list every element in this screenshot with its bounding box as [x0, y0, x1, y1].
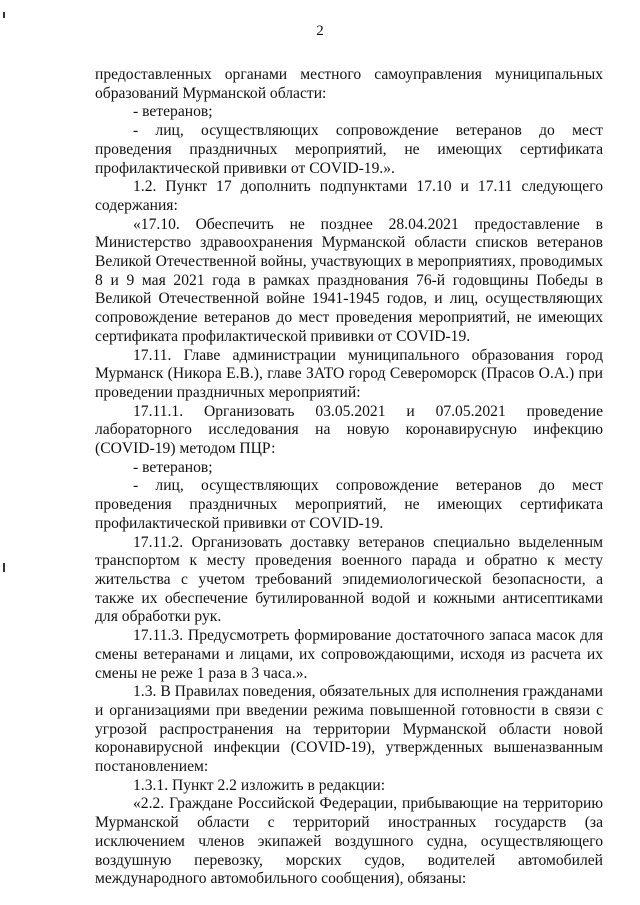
paragraph: - ветеранов; [133, 103, 213, 121]
paragraph: 17.11.1. Организовать 03.05.2021 и 07.05.2021 проведение лабораторного исследования на новую коронавирусную инфекцию (COVID-19) методом ПЦР: [95, 402, 603, 458]
scan-artifact-mark [3, 563, 5, 572]
document-body [95, 66, 603, 889]
paragraph: 1.3. В Правилах поведения, обязательных для исполнения гражданами и организациями при введении режима повышенной готовности в связи с угрозой распространения на территории Мурманской области новой коронавирусной инфекции (COVID-19), утвержденных вышеназванным постановлением: [95, 683, 603, 776]
paragraph: «2.2. Граждане Российской Федерации, прибывающие на территорию Мурманской области с территорий иностранных государств (за исключением членов экипажей воздушного судна, осуществляющего воздушную перевозку, морских судов, водителей автомобилей международного автомобильного сообщения), обязаны: [95, 795, 603, 888]
paragraph: 17.11.3. Предусмотреть формирование достаточного запаса масок для смены ветеранами и лицами, их сопровождающими, исходя из расчета их смены не реже 1 раза в 3 часа.». [95, 627, 603, 682]
paragraph: - лиц, осуществляющих сопровождение ветеранов до мест проведения праздничных мероприятий, не имеющих сертификата профилактической прививки от COVID-19. [95, 477, 603, 532]
paragraph: 17.11. Главе администрации муниципального образования город Мурманск (Никора Е.В.), главе ЗАТО город Североморск (Прасов О.А.) при проведении праздничных мероприятий: [95, 346, 603, 401]
paragraph: - ветеранов; [133, 458, 213, 476]
paragraph: предоставленных органами местного самоуправления муниципальных образований Мурманской области: [95, 66, 603, 102]
paragraph: - лиц, осуществляющих сопровождение ветеранов до мест проведения праздничных мероприятий, не имеющих сертификата профилактической прививки от COVID-19.». [95, 122, 603, 177]
paragraph: «17.10. Обеспечить не позднее 28.04.2021 предоставление в Министерство здравоохранения Мурманской области списков ветеранов Великой Отечественной войны, участвующих в мероприятиях, проводимых 8 и 9 мая 2021 года в рамках празднования 76-й годовщины Победы в Великой Отечественной войне 1941-1945 годов, и лиц, осуществляющих сопровождение ветеранов до мест проведения мероприятий, не имеющих сертификата профилактической прививки от COVID-19. [95, 215, 603, 345]
scan-artifact-mark [3, 12, 5, 18]
paragraph: 1.3.1. Пункт 2.2 изложить в редакции: [133, 776, 386, 794]
paragraph: 17.11.2. Организовать доставку ветеранов специально выделенным транспортом к месту проведения военного парада и обратно к месту жительства с учетом требований эпидемиологической безопасности, а также их обеспечение бутилированной водой и кожными антисептиками для обработки рук. [95, 533, 603, 626]
paragraph: 1.2. Пункт 17 дополнить подпунктами 17.10 и 17.11 следующего содержания: [95, 178, 603, 214]
page-number: 2 [316, 23, 324, 39]
